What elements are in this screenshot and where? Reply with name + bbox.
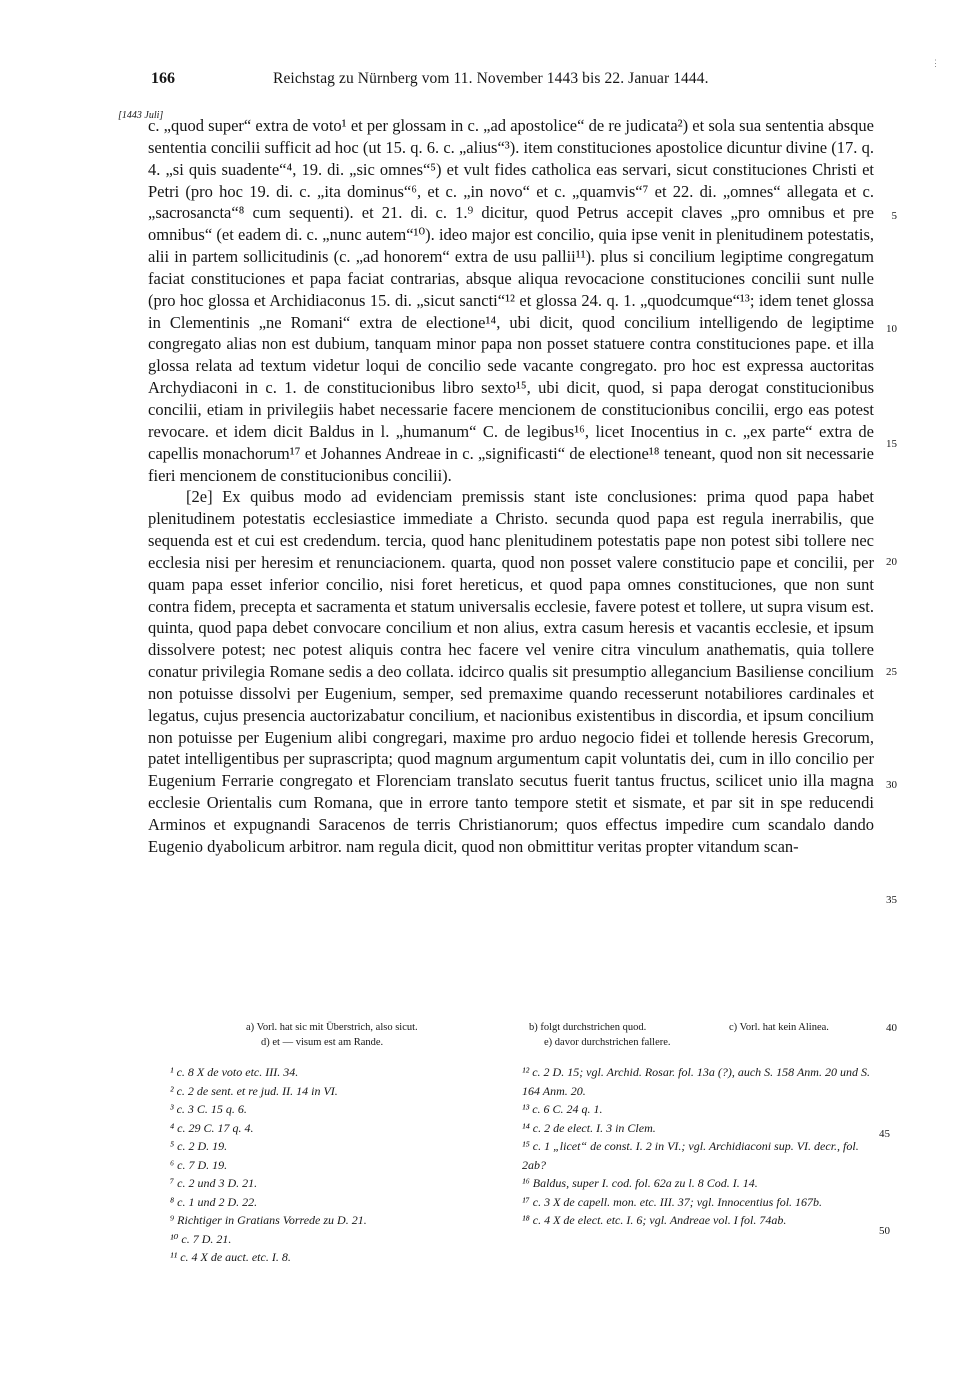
footnote: ⁸ c. 1 und 2 D. 22. [170,1194,258,1209]
apparatus-note-a: a) Vorl. hat sic mit Überstrich, also sicut. [246,1022,418,1033]
line-number: 20 [886,556,897,568]
footnote: ¹³ c. 6 C. 24 q. 1. [522,1102,603,1116]
apparatus-note-d: d) et — visum est am Rande. [261,1037,384,1048]
margin-date: [1443 Juli] [118,110,164,121]
footnote: ¹⁰ c. 7 D. 21. [170,1231,232,1246]
critical-apparatus [246,1020,906,1050]
footnote: ¹¹ c. 4 X de auct. etc. I. 8. [170,1250,291,1264]
footnote: ¹⁷ c. 3 X de capell. mon. etc. III. 37; vgl. Innocentius fol. 167b. [522,1194,823,1209]
footnote: ⁷ c. 2 und 3 D. 21. [170,1176,258,1190]
line-number: 5 [891,210,897,222]
main-text [148,115,874,858]
paragraph-1: c. „quod super“ extra de voto¹ et per glossam in c. „ad apostolice“ de re judicata²) et sola sua sententia absque sententia concilii sufficit ad hoc (ut 15. q. 6. c. „alius“³). item constituciones apostolice dicuntur divine (17. q. 4. „si quis suadente“⁴, 19. di. „sic omnes“⁵) et vult fides catholica eas servari, sicut constituciones Christi et Petri (pro hoc 19. di. c. „ita dominus“⁶, et c. „in novo“ et c. „quamvis“⁷ et 22. di. „omnes“ allegata et c. „sacrosancta“⁸ cum sequenti). et 21. di. c. 1.⁹ dicitur, quod Petrus accepit claves „pro omnibus et pre omnibus“ (et eadem di. c. „nunc autem“¹⁰). ideo major est concilio, quia ipse venit in plenitudinem potestatis, alii in partem sollicitudinis (c. „ad honorem“ extra de usu pallii¹¹). plus si concilium legiptime congregatum faciat constituciones et papa faciat contrarias, absque aliqua revocacione constituciones concilii sunt nulle (pro hoc glossa et Archidiaconus 15. di. „sicut sancti“¹² et glossa 24. q. 1. „quodcumque“¹³; idem tenet glossa in Clementinis „ne Romani“ extra de electione¹⁴, ubi dicit, quod concilium intelligendo de legiptime congregato alias non est dubium, tanquam minor papa non posset statuere contra constituciones pape. et illa glossa relata ad textum videtur loqui de concilio sede vacante congregato. pro hoc est expressa auctoritas Archydiaconi in c. 1. de constitucionibus libro sexto¹⁵, ubi dicit, quod, si papa derogat constitucionibus concilii, etiam in privilegiis habet necessarie facere mencionem de constitucionibus concilii, ergo eas potest revocare. et idem dicit Baldus in l. „humanum“ C. de legibus¹⁶, licet Inocentius in c. „ex parte“ extra de capellis monachorum¹⁷ et Johannes Andreae in c. „significasti“ de electione¹⁸ teneant, quod non sit necessarie fieri mencionem de constitucionibus concilii). [148,116,874,485]
apparatus-note-b: b) folgt durchstrichen quod. [529,1022,647,1033]
corner-mark: ⋮ [931,58,940,68]
footnote: ⁴ c. 29 C. 17 q. 4. [170,1120,254,1135]
footnote: ³ c. 3 C. 15 q. 6. [170,1102,247,1116]
line-number: 50 [879,1225,890,1237]
line-number: 40 [886,1022,897,1034]
footnote: ⁹ Richtiger in Gratians Vorrede zu D. 21. [170,1213,367,1227]
line-number: 15 [886,438,897,450]
footnote: ¹⁶ Baldus, super I. cod. fol. 62a zu l. 8 Cod. I. 14. [522,1176,758,1190]
apparatus-note-e: e) davor durchstrichen fallere. [544,1037,671,1048]
line-number: 35 [886,894,897,906]
footnote: ⁶ c. 7 D. 19. [170,1157,228,1172]
line-number: 45 [879,1128,890,1140]
footnote: ¹ c. 8 X de voto etc. III. 34. [170,1065,299,1079]
line-number: 25 [886,666,897,678]
footnote: ¹⁸ c. 4 X de elect. etc. I. 6; vgl. Andreae vol. I fol. 74ab. [522,1213,787,1227]
running-title: Reichstag zu Nürnberg vom 11. November 1443 bis 22. Januar 1444. [273,70,709,87]
footnote: ¹⁴ c. 2 de elect. I. 3 in Clem. [522,1120,656,1135]
footnote: ⁵ c. 2 D. 19. [170,1139,228,1153]
line-number: 30 [886,779,897,791]
page-number: 166 [151,70,175,87]
footnote: ¹² c. 2 D. 15; vgl. Archid. Rosar. fol. 13a (?), auch S. 158 Anm. 20 und S. 164 Anm. 20. [522,1065,870,1098]
line-number: 10 [886,323,897,335]
footnotes-left [170,1063,490,1267]
paragraph-2: [2e] Ex quibus modo ad evidenciam premissis stant iste conclusiones: prima quod papa habet plenitudinem potestatis ecclesiastice immediate a Christo. secunda quod papa est regula inerrabilis, que sequenda est et cui est credendum. tercia, quod hanc plenitudinem potestatis pape non potest sibi tollere nec ecclesia nisi per heresim et renunciacionem. quarta, quod non posset valere constitucio pape et concilii, per quam papa esset inferior concilio, nisi foret hereticus, et quod papa omnes constituciones, que non sunt contra fidem, precepta et sacramenta et statum universalis ecclesie, favere potest et tollere, ut supra visum est. quinta, quod papa debet convocare concilium et non alius, extra casum heresis et vacantis ecclesie, et ipsum dissolvere potest; nec potest aliquis contra hec facere vel venire citra vinculum anathematis, quia tollere conatur privilegia Romane sedis a deo collata. idcirco qualis sit presumptio allegancium Basiliense concilium non potuisse dissolvi per Eugenium, semper, sed premaxime quando recesserunt notabiliores cardinales et legatus, cujus presencia auctorizabatur concilium, et nacionibus existentibus in discordia, et ipsum concilium non potuisse per Eugenium alibi congregari, maxime pro arduo negocio fidei et tollende heresis Grecorum, patet intelligentibus per suprascripta; quod magnum argumentum capit voluntatis dei, cum in illo concilio per Eugenium Ferrarie congregato et Florenciam translato secutus fuerit tantus fructus, scilicet unio illa magna ecclesie Orientalis cum Romana, que in errore tanto tempore stetit et sismate, et par sit in spe reducendi Arminos et expugnandi Saracenos de terris Christianorum; quos effectus impedire cum scandalo dando Eugenio dyabolicum arbitror. nam regula dicit, quod non obmittitur veritas propter vitandum scan- [148,487,874,856]
footnote: ² c. 2 de sent. et re jud. II. 14 in VI. [170,1083,338,1098]
footnotes-right [522,1063,877,1230]
apparatus-note-c: c) Vorl. hat kein Alinea. [729,1022,829,1033]
footnote: ¹⁵ c. 1 „licet“ de const. I. 2 in VI.; vgl. Archidiaconi sup. VI. decr., fol. 2ab? [522,1139,859,1172]
